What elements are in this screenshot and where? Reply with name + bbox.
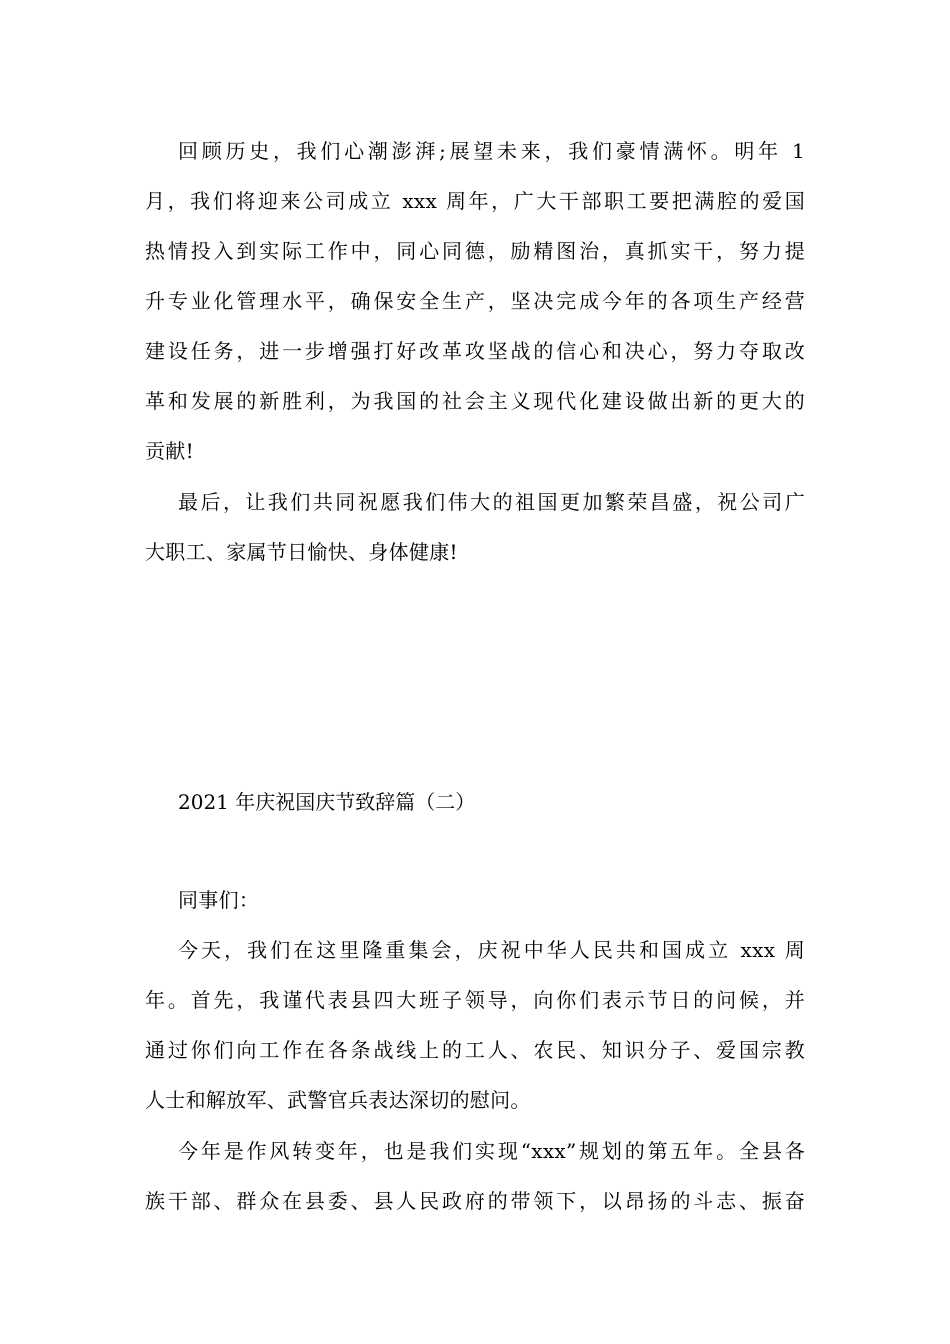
paragraph-line: 年。首先，我谨代表县四大班子领导，向你们表示节日的问候，并 — [145, 988, 805, 1012]
paragraph-line: 通过你们向工作在各条战线上的工人、农民、知识分子、爱国宗教 — [145, 1038, 805, 1062]
paragraph-line: 大职工、家属节日愉快、身体健康! — [145, 540, 458, 564]
paragraph-line: 热情投入到实际工作中，同心同德，励精图治，真抓实干，努力提 — [145, 239, 805, 263]
greeting: 同事们： — [178, 888, 260, 912]
paragraph-line: 升专业化管理水平，确保安全生产，坚决完成今年的各项生产经营 — [145, 289, 805, 313]
paragraph-line: 今年是作风转变年，也是我们实现“xxx”规划的第五年。全县各 — [178, 1139, 805, 1163]
paragraph-line: 贡献! — [145, 439, 194, 463]
paragraph-line: 建设任务，进一步增强打好改革攻坚战的信心和决心，努力夺取改 — [145, 339, 805, 363]
paragraph-line: 最后，让我们共同祝愿我们伟大的祖国更加繁荣昌盛，祝公司广 — [178, 490, 805, 514]
section-title: 2021 年庆祝国庆节致辞篇（二） — [178, 790, 476, 814]
paragraph-line: 族干部、群众在县委、县人民政府的带领下，以昂扬的斗志、振奋 — [145, 1189, 805, 1213]
paragraph-line: 今天，我们在这里隆重集会，庆祝中华人民共和国成立 xxx 周 — [178, 938, 805, 962]
paragraph-line: 人士和解放军、武警官兵表达深切的慰问。 — [145, 1088, 531, 1112]
paragraph-line: 月，我们将迎来公司成立 xxx 周年，广大干部职工要把满腔的爱国 — [145, 189, 805, 213]
paragraph-line: 革和发展的新胜利，为我国的社会主义现代化建设做出新的更大的 — [145, 389, 805, 413]
paragraph-line: 回顾历史，我们心潮澎湃;展望未来，我们豪情满怀。明年 1 — [178, 139, 805, 163]
